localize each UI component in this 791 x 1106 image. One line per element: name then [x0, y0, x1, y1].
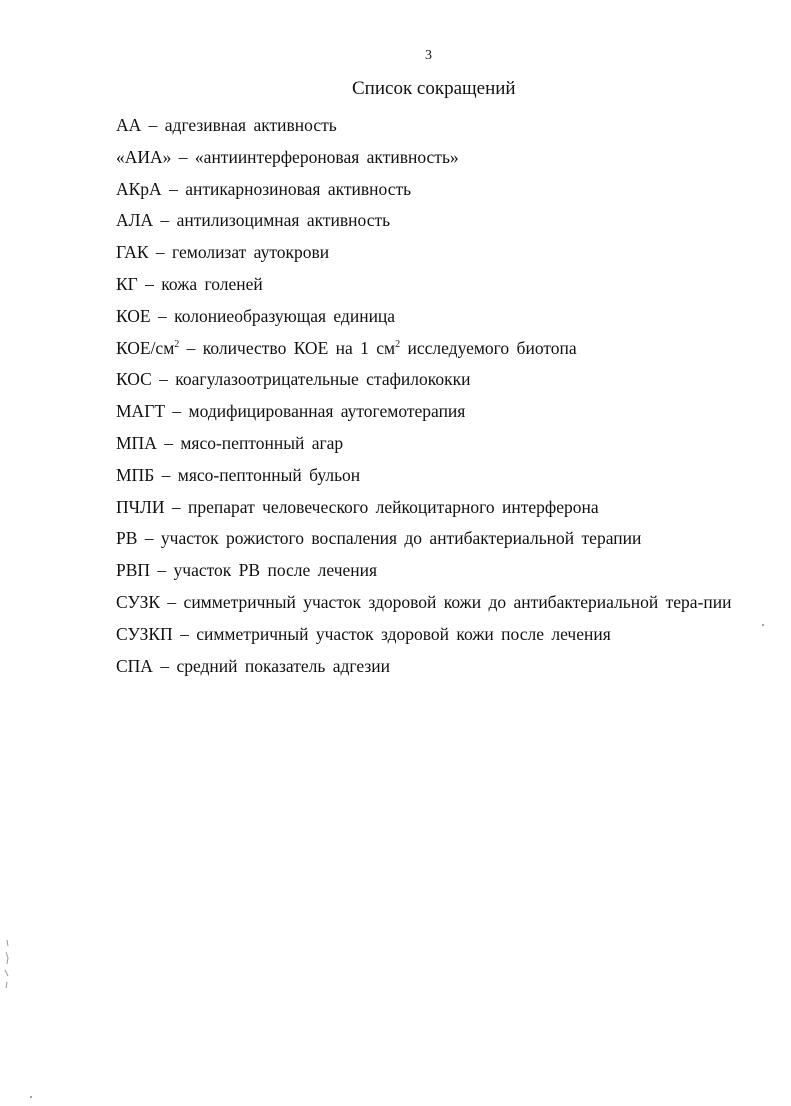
definition: мясо-пептонный агар	[180, 432, 344, 453]
separator: –	[152, 655, 177, 676]
separator: –	[172, 623, 197, 644]
definition: средний показатель адгезии	[176, 655, 390, 676]
abbreviation: СПА	[116, 655, 153, 676]
page-title: Список сокращений	[352, 78, 516, 99]
list-item	[116, 142, 766, 174]
definition: адгезивная активность	[164, 115, 337, 135]
abbreviation: РВ	[116, 528, 138, 549]
abbreviation: КОС	[116, 369, 152, 390]
list-item	[116, 205, 766, 237]
abbreviation: АЛА	[116, 210, 154, 231]
abbreviation: КОЕ	[116, 305, 151, 326]
abbreviation: МАГТ	[116, 401, 166, 422]
definition: участок РВ после лечения	[173, 560, 378, 581]
separator: –	[161, 178, 186, 199]
definition: участок рожистого воспаления до антибактериальной терапии	[160, 528, 642, 549]
definition-rest: исследуемого биотопа	[400, 337, 577, 358]
separator: –	[148, 242, 173, 263]
abbreviation-list	[116, 110, 766, 682]
abbreviation: МПА	[116, 432, 157, 453]
page-number: 3	[425, 48, 432, 63]
separator: –	[150, 560, 174, 581]
list-item	[116, 523, 766, 555]
list-item	[116, 492, 766, 524]
separator: –	[156, 432, 181, 453]
separator: –	[165, 401, 189, 422]
definition: антикарнозиновая активность	[185, 178, 412, 199]
definition: модифицированная аутогемотерапия	[188, 401, 466, 422]
superscript: 2	[174, 338, 180, 350]
definition: симметричный участок здоровой кожи до антибактериальной тера-пии	[183, 591, 732, 612]
separator: –	[164, 496, 189, 517]
separator: –	[150, 305, 175, 326]
list-item	[116, 460, 766, 492]
definition: «антиинтерфероновая активность»	[194, 146, 459, 167]
superscript: 2	[395, 338, 401, 350]
definition: коагулазоотрицательные стафилококки	[175, 369, 471, 390]
definition: кожа голеней	[161, 273, 263, 294]
separator: –	[153, 210, 177, 231]
abbreviation: КОЕ/см	[116, 337, 175, 358]
abbreviation: КГ	[116, 273, 138, 294]
list-item	[116, 555, 766, 587]
abbreviation: СУЗКП	[116, 623, 173, 644]
definition: колониеобразующая единица	[174, 305, 396, 326]
definition: количество КОЕ на 1 см	[202, 337, 396, 358]
separator: –	[154, 464, 178, 485]
scan-artifact	[2, 938, 12, 998]
definition: антилизоцимная активность	[176, 210, 391, 231]
scan-speck	[30, 1096, 32, 1098]
list-item	[116, 301, 766, 333]
definition: гемолизат аутокрови	[172, 242, 330, 263]
list-item	[116, 237, 766, 269]
list-item	[116, 364, 766, 396]
separator: –	[151, 369, 176, 390]
list-item	[116, 619, 766, 651]
abbreviation: МПБ	[116, 464, 155, 485]
separator: –	[137, 273, 162, 294]
abbreviation: ПЧЛИ	[116, 496, 165, 517]
abbreviation: СУЗК	[116, 591, 161, 612]
list-item	[116, 651, 766, 683]
separator: –	[160, 591, 184, 612]
abbreviation: «АИА»	[116, 146, 172, 167]
abbreviation: АА	[116, 115, 142, 135]
list-item	[116, 428, 766, 460]
list-item	[116, 587, 766, 619]
abbreviation: РВП	[116, 560, 151, 581]
list-item	[116, 174, 766, 206]
list-item	[116, 110, 766, 142]
abbreviation: АКрА	[116, 178, 162, 199]
list-item	[116, 333, 766, 365]
definition: препарат человеческого лейкоцитарного интерферона	[188, 496, 599, 517]
abbreviation: ГАК	[116, 242, 149, 263]
definition: симметричный участок здоровой кожи после лечения	[196, 623, 611, 644]
list-item	[116, 269, 766, 301]
separator: –	[179, 337, 203, 358]
definition: мясо-пептонный бульон	[177, 464, 361, 485]
separator: –	[137, 528, 161, 549]
scan-speck	[762, 624, 764, 626]
separator: –	[171, 146, 195, 167]
list-item	[116, 396, 766, 428]
separator: –	[141, 115, 165, 135]
